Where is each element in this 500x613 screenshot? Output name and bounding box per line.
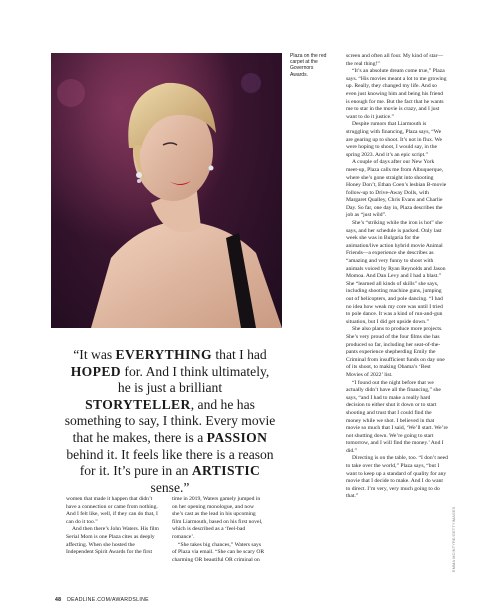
quote-text: , and he has something to say, I think. Every movie that he makes, there is a	[64, 396, 276, 445]
quote-text: that I had	[211, 347, 267, 362]
quote-text: for. And I think ultimately, he is just a brilliant	[117, 363, 270, 396]
portrait-photo	[51, 53, 282, 328]
body-column-bottom-middle	[172, 496, 266, 564]
paragraph: Despite rumors that Liarmouth is struggling with financing, Plaza says, “We are gearing up to shoot. It’s not in flux. We were hoping to shoot, I would say, in the spring 2023. And it’s an epic script.”	[346, 121, 442, 158]
paragraph: “It’s an absolute dream come true,” Plaza says. “His movies meant a lot to me growing up. Really, they changed my life. And so even just knowing him and being his friend is enough for me. But the fact that he wants me to star in the movie is crazy, and I just want to do it justice.”	[346, 68, 447, 120]
quote-text: “It was	[73, 347, 116, 362]
pull-quote	[64, 347, 276, 496]
quote-emphasis: STORYTELLER	[85, 396, 191, 412]
photo-caption: Plaza on the red carpet at the Governors Awards.	[290, 53, 327, 78]
quote-emphasis: PASSION	[206, 429, 268, 445]
quote-text: sense.”	[150, 479, 190, 495]
footer-site-link[interactable]: DEADLINE.COM/AWARDSLINE	[67, 597, 149, 603]
quote-emphasis: EVERYTHING	[115, 347, 212, 362]
paragraph: Directing is on the table, too. “I don’t need to take over the world,” Plaza says, “but I want to keep up a standard of quality for any movie that I decide to make. And I do want to direct. I’m very, very much going to do that.”	[346, 455, 448, 500]
paragraph: time in 2019, Waters gamely jumped in on her opening monologue, and now she’s cast as the lead in his upcoming film Liarmouth, based on his first novel, which is described as a ‘feel-bad romance’.	[172, 496, 263, 540]
paragraph: “I found out the night before that we actually didn’t have all the financing,” she says, “and I had to make a really hard decision to either shut it down or to start shooting and trust that I could find the money while we shot. I believed in that movie so much that I said, ‘We’ll start. We’re not shutting down. We’re going to start tomorrow, and I will find the money.’ And I did.”	[346, 379, 448, 454]
paragraph: screen and often all four. My kind of star—the real thing!”	[346, 53, 444, 67]
page-footer	[55, 597, 149, 603]
quote-text: behind it. It feels like there is a reason for it. It’s pure in an	[66, 446, 274, 479]
body-column-bottom-left	[66, 496, 160, 557]
portrait-illustration	[51, 53, 282, 328]
paragraph: She’s “striking while the iron is hot” she says, and her schedule is packed. Only last week she was in Bulgaria for the animation/live action hybrid movie Animal Friends—a experience she describes as “amazing and very funny to shoot with animals voiced by Ryan Reynolds and Jason Momoa. And Dan Levy and I had a blast.” She “learned all kinds of skills” she says, including shooting machine guns, jumping out of helicopters, and pole dancing. “I had no idea how weak my core was until I tried to pole dance. It was a kind of run-and-gun situation, but I did get upside down.”	[346, 220, 446, 325]
paragraph: “She takes big chances,” Waters says of Plaza via email. “She can be scary OR charming OR beautiful OR criminal on	[172, 541, 265, 563]
quote-emphasis: HOPED	[70, 363, 122, 379]
paragraph: And then there’s John Waters. His film Serial Mom is one Plaza cites as deeply affecting. When she hosted the Independent Spirit Awards for the first	[66, 526, 159, 556]
photo-credit: EMMA MCINTYRE/GETTYIMAGES	[452, 506, 456, 572]
paragraph: A couple of days after our New York meet-up, Plaza calls me from Albuquerque, where she’s gone straight into shooting Honey Don’t, Ethan Coen’s lesbian B-movie follow-up to Drive-Away Dolls, with Margaret Qualley, Chris Evans and Charlie Day. So far, one day in, Plaza describes the job as “just wild”.	[346, 159, 447, 219]
paragraph: She also plans to produce more projects. She’s very proud of the four films she has produced so far, including her seat-of-the-pants experience shepherding Emily the Criminal from insufficient funds on day one of its shoot, to making Obama’s ‘Best Movies of 2022’ list.	[346, 326, 445, 378]
page-number: 48	[55, 597, 62, 603]
body-column-right	[346, 53, 448, 501]
paragraph: women that made it happen that didn’t have a connection or came from nothing. And I felt like, well, if they can do that, I can do it too.”	[66, 496, 158, 525]
quote-emphasis: ARTISTIC	[191, 463, 261, 479]
